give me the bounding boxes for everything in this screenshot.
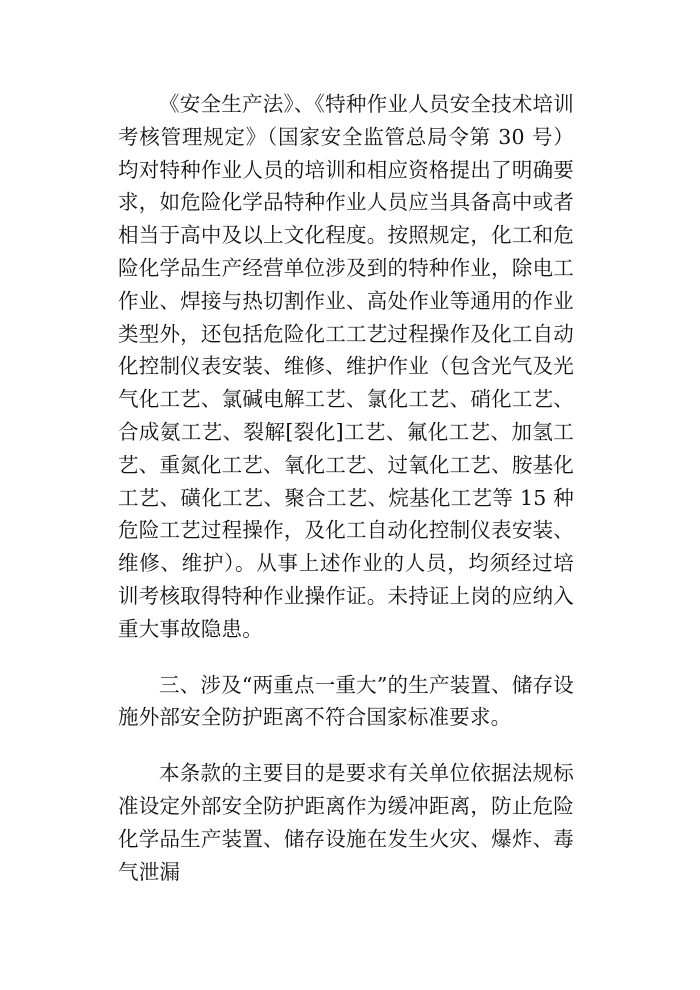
document-page xyxy=(118,88,574,888)
section-heading-safety-distance: 三、涉及“两重点一重大”的生产装置、储存设施外部安全防护距离不符合国家标准要求。 xyxy=(118,672,574,730)
paragraph-special-operations-training: 《安全生产法》、《特种作业人员安全技术培训考核管理规定》（国家安全监管总局令第 30 号）均对特种作业人员的培训和相应资格提出了明确要求，如危险化学品特种作业人员应当具备高中或者相当于高中及以上文化程度。按照规定，化工和危险化学品生产经营单位涉及到的特种作业，除电工作业、焊接与热切割作业、高处作业等通用的作业类型外，还包括危险化工工艺过程操作及化工自动化控制仪表安装、维修、维护作业（包含光气及光气化工艺、氯碱电解工艺、氯化工艺、硝化工艺、合成氨工艺、裂解[裂化]工艺、氟化工艺、加氢工艺、重氮化工艺、氧化工艺、过氧化工艺、胺基化工艺、磺化工艺、聚合工艺、烷基化工艺等 15 种危险工艺过程操作，及化工自动化控制仪表安装、维修、维护）。从事上述作业的人员，均须经过培训考核取得特种作业操作证。未持证上岗的应纳入重大事故隐患。 xyxy=(118,92,574,641)
paragraph-safety-distance-purpose: 本条款的主要目的是要求有关单位依据法规标准设定外部安全防护距离作为缓冲距离，防止危险化学品生产装置、储存设施在发生火灾、爆炸、毒气泄漏 xyxy=(118,761,574,884)
